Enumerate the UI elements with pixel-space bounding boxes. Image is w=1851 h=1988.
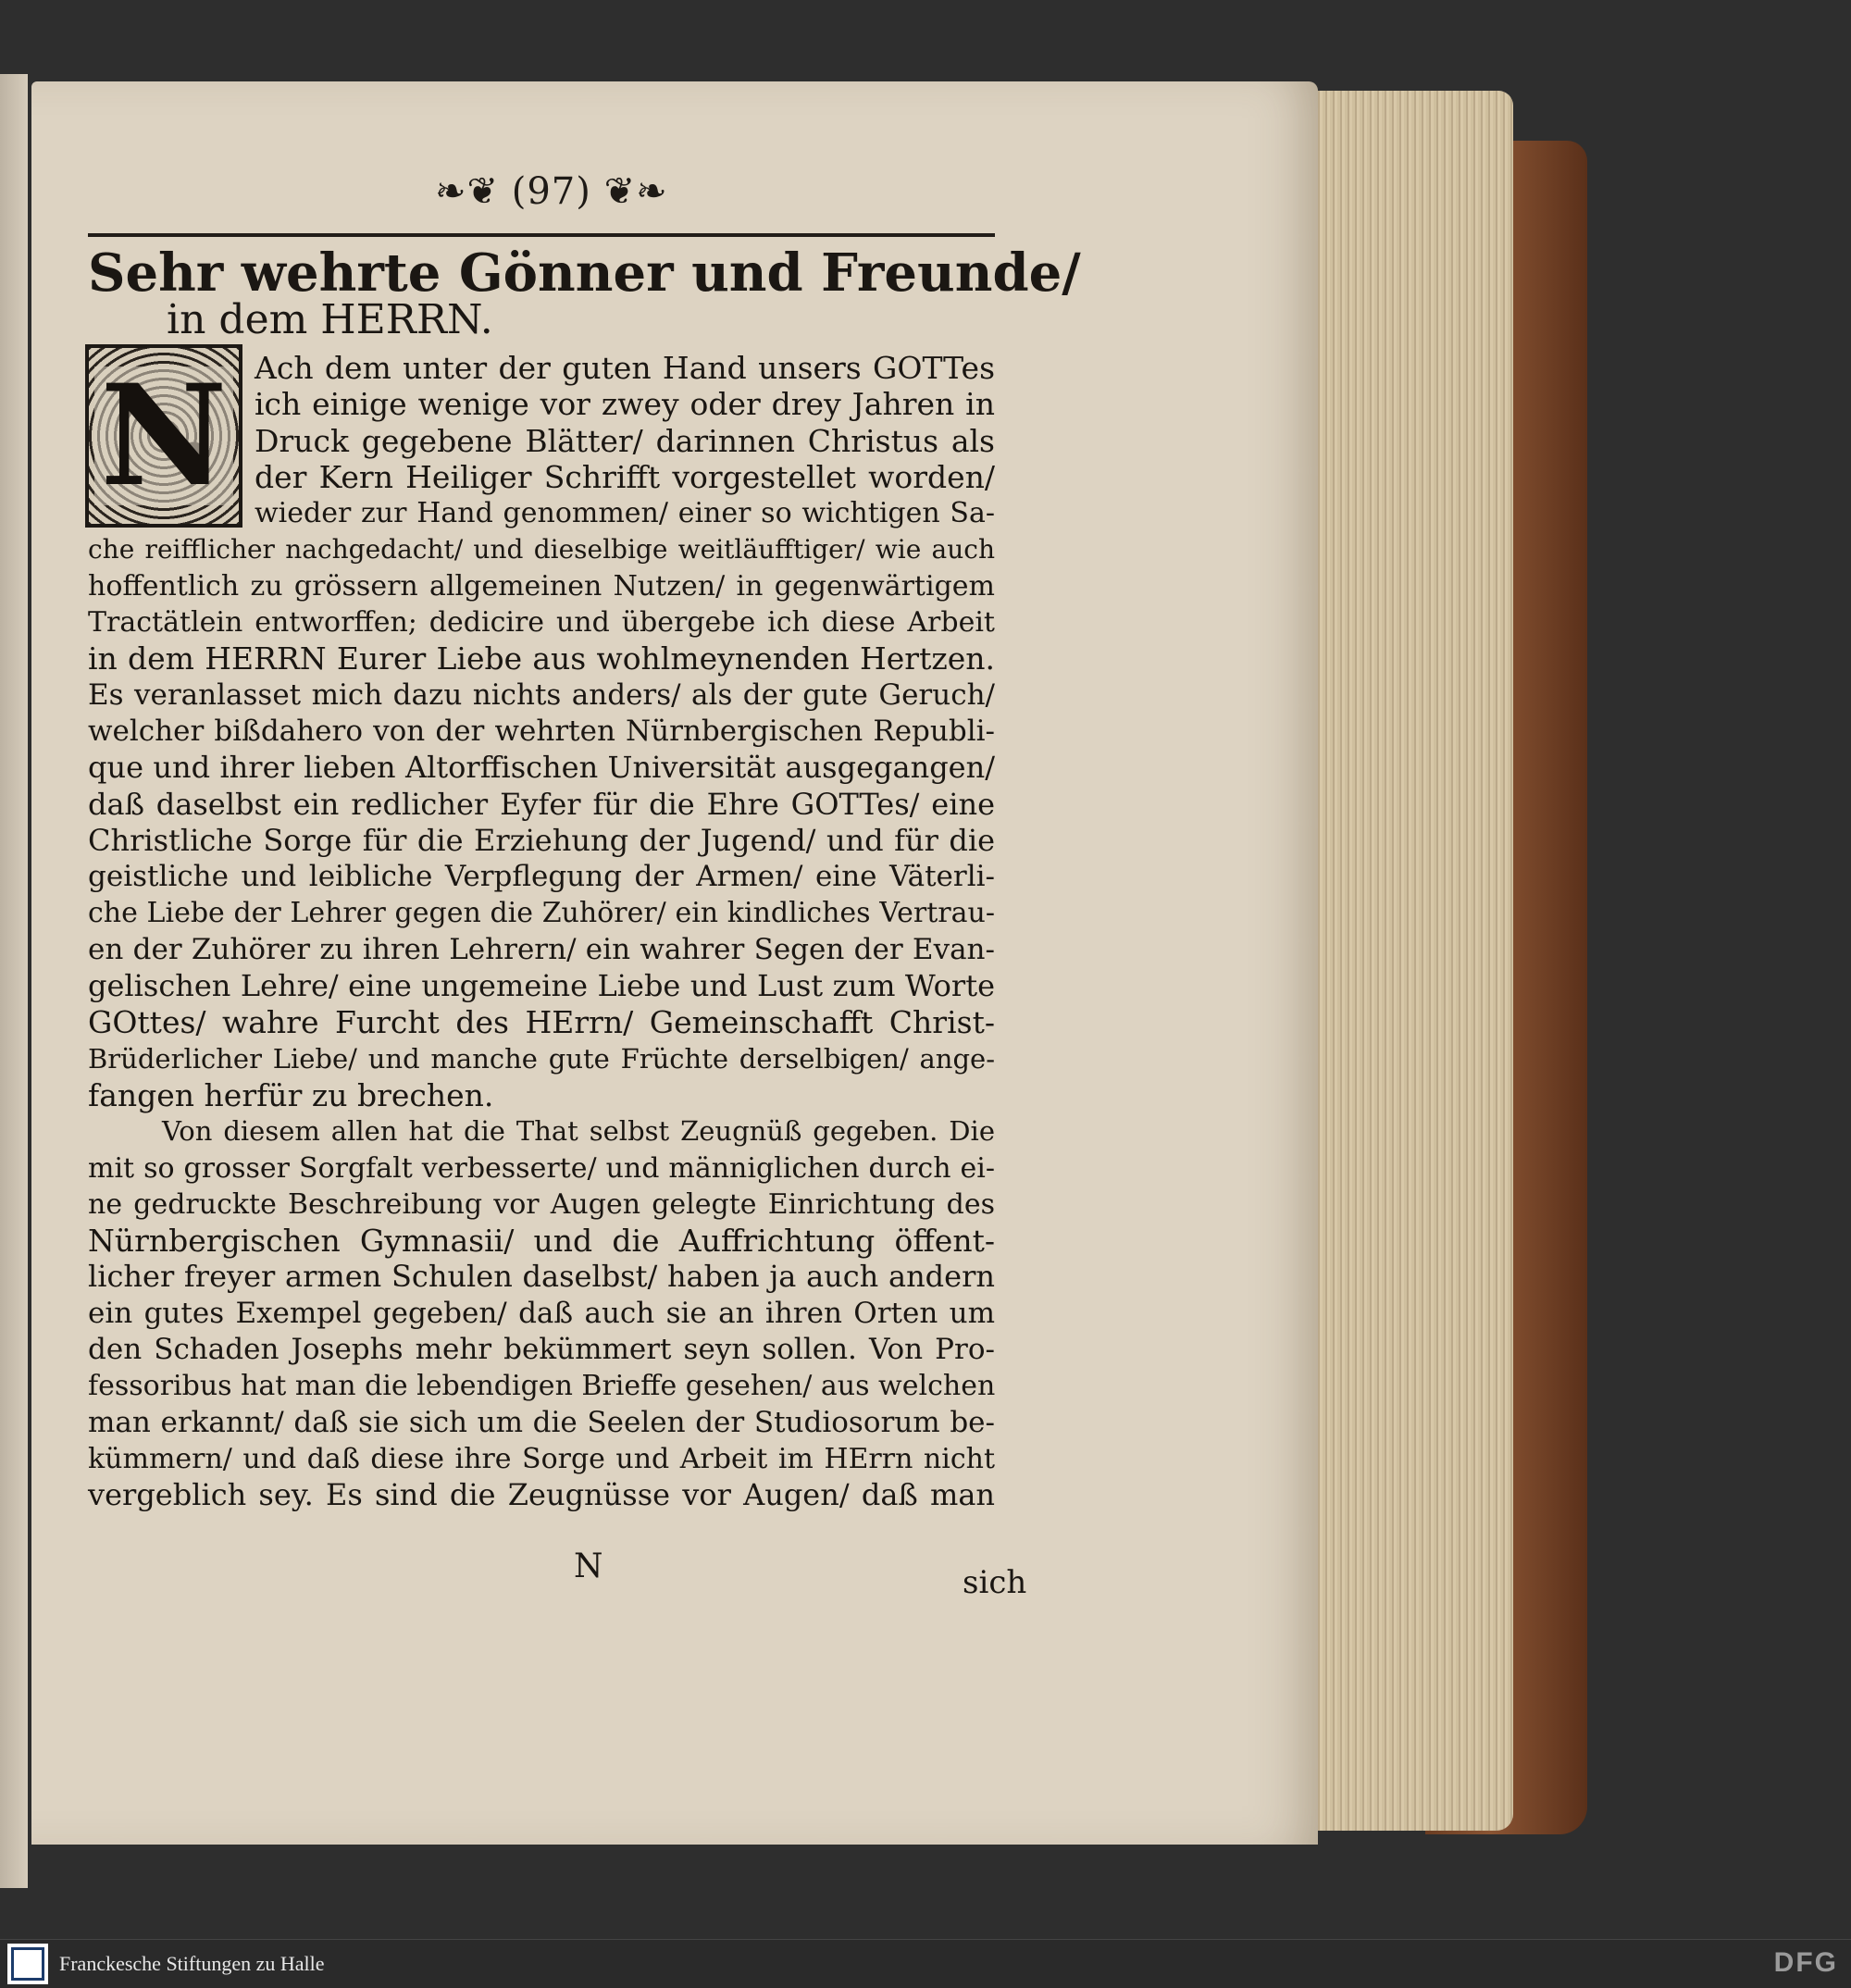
text-line: Ach dem unter der guten Hand unsers GOTTes (255, 350, 995, 386)
text-line: daß daselbst ein redlicher Eyfer für die Ehre GOTTes/ eine (88, 786, 995, 822)
previous-page-edge (0, 74, 28, 1888)
text-line: ne gedruckte Beschreibung vor Augen gelegte Einrichtung des (88, 1187, 995, 1221)
text-line: Tractätlein entworffen; dedicire und übergebe ich diese Arbeit (88, 606, 995, 640)
text-line: Druck gegebene Blätter/ darinnen Christus als (255, 422, 995, 459)
text-line: kümmern/ und daß diese ihre Sorge und Arbeit im HErrn nicht (88, 1442, 995, 1475)
institution-name[interactable]: Franckesche Stiftungen zu Halle (59, 1952, 325, 1975)
text-line: che Liebe der Lehrer gegen die Zuhörer/ ein kindliches Vertrau- (88, 897, 995, 930)
text-line: Nürnbergischen Gymnasii/ und die Auffrichtung öffent- (88, 1223, 995, 1260)
text-line: Von diesem allen hat die That selbst Zeugnüß gegeben. Die (162, 1115, 995, 1148)
ornament-left-icon: ❧❦ (435, 170, 512, 213)
text-line: mit so grosser Sorgfalt verbesserte/ und männiglichen durch ei- (88, 1151, 995, 1185)
text-line: que und ihrer lieben Altorffischen Universität ausgegangen/ (88, 750, 995, 786)
text-line: der Kern Heiliger Schrifft vorgestellet worden/ (255, 458, 995, 495)
page-number: (97) (511, 170, 591, 213)
catchword: sich (963, 1564, 1027, 1601)
text-line: che reifflicher nachgedacht/ und dieselbige weitläufftiger/ wie auch (88, 534, 995, 565)
text-line: Es veranlasset mich dazu nichts anders/ als der gute Geruch/ (88, 677, 995, 712)
initial-letter: N (94, 367, 232, 505)
text-line: en der Zuhörer zu ihren Lehrern/ ein wahrer Segen der Evan- (88, 932, 995, 966)
text-line: in dem HERRN Eurer Liebe aus wohlmeynenden Hertzen. (88, 640, 995, 677)
text-line: welcher bißdahero von der wehrten Nürnbergischen Republi- (88, 714, 995, 748)
text-line: gelischen Lehre/ eine ungemeine Liebe und Lust zum Worte (88, 968, 995, 1004)
dedication-subtitle: in dem HERRN. (167, 296, 493, 343)
text-line: GOttes/ wahre Furcht des HErrn/ Gemeinschafft Christ- (88, 1004, 995, 1041)
text-line: Brüderlicher Liebe/ und manche gute Früchte derselbigen/ ange- (88, 1042, 995, 1075)
text-line: licher freyer armen Schulen daselbst/ haben ja auch andern (88, 1259, 995, 1295)
text-line: den Schaden Josephs mehr bekümmert seyn sollen. Von Pro- (88, 1333, 995, 1367)
text-line: Christliche Sorge für die Erziehung der Jugend/ und für die (88, 822, 995, 858)
page-header (435, 170, 668, 213)
text-line: geistliche und leibliche Verpflegung der Armen/ eine Väterli- (88, 860, 995, 894)
text-line: ich einige wenige vor zwey oder drey Jahren in (255, 386, 995, 423)
text-line: man erkannt/ daß sie sich um die Seelen der Studiosorum be- (88, 1405, 995, 1439)
header-rule (88, 233, 995, 237)
dedication-title: Sehr wehrte Gönner und Freunde/ (88, 242, 1081, 304)
signature-mark: N (574, 1547, 603, 1585)
text-line: fessoribus hat man die lebendigen Brieffe gesehen/ aus welchen (88, 1370, 996, 1403)
dfg-logo[interactable]: DFG (1773, 1947, 1838, 1978)
text-line: ein gutes Exempel gegeben/ daß auch sie an ihren Orten um (88, 1296, 995, 1330)
text-line: wieder zur Hand genommen/ einer so wichtigen Sa- (255, 497, 995, 530)
body-text (88, 350, 995, 1514)
text-line: fangen herfür zu brechen. (88, 1076, 494, 1113)
text-line: hoffentlich zu grössern allgemeinen Nutzen/ in gegenwärtigem (88, 569, 995, 603)
text-line: vergeblich sey. Es sind die Zeugnüsse vor Augen/ daß man (88, 1477, 995, 1513)
page-edges (1300, 91, 1513, 1831)
ornament-right-icon: ❦❧ (590, 170, 668, 213)
viewer-footer (0, 1939, 1851, 1988)
institution-logo-icon[interactable] (7, 1944, 48, 1984)
